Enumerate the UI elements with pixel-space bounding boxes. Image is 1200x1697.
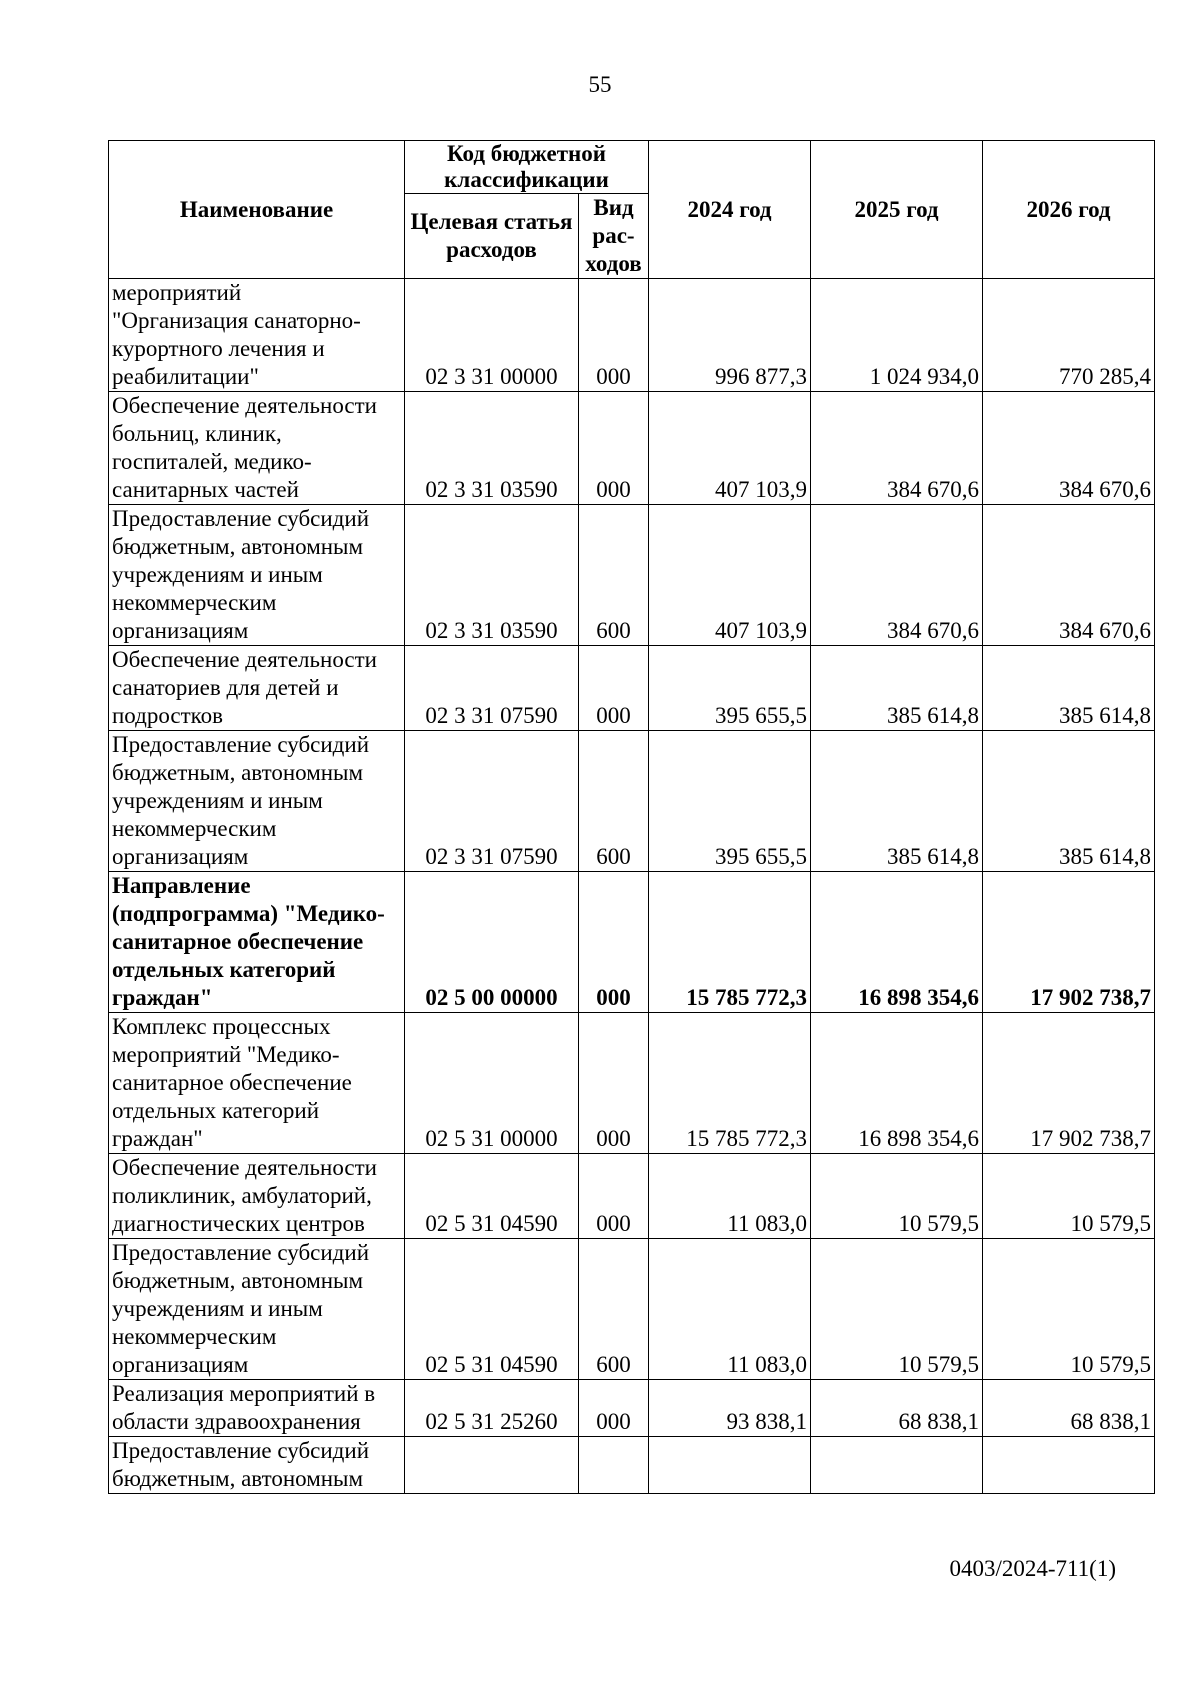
row-name: Предоставление субсидий бюджетным, автономным учреждениям и иным некоммерческим организациям — [109, 505, 405, 646]
row-value-2024: 15 785 772,3 — [649, 1013, 811, 1154]
row-expense-type: 600 — [579, 505, 649, 646]
row-value-2026: 385 614,8 — [983, 731, 1155, 872]
row-expense-type: 000 — [579, 279, 649, 392]
table-row — [109, 1013, 1155, 1154]
row-value-2024 — [649, 1437, 811, 1494]
row-target-article — [405, 1437, 579, 1494]
row-value-2024: 996 877,3 — [649, 279, 811, 392]
row-expense-type — [579, 1437, 649, 1494]
budget-table — [108, 140, 1155, 1494]
table-row — [109, 1154, 1155, 1239]
row-target-article: 02 3 31 07590 — [405, 731, 579, 872]
row-expense-type: 600 — [579, 731, 649, 872]
table-row — [109, 872, 1155, 1013]
row-name: Предоставление субсидий бюджетным, автономным — [109, 1437, 405, 1494]
row-value-2026 — [983, 1437, 1155, 1494]
row-target-article: 02 3 31 00000 — [405, 279, 579, 392]
document-number: 0403/2024-711(1) — [949, 1556, 1116, 1581]
row-target-article: 02 3 31 03590 — [405, 505, 579, 646]
table-row — [109, 279, 1155, 392]
row-target-article: 02 5 31 04590 — [405, 1154, 579, 1239]
row-value-2025: 385 614,8 — [811, 731, 983, 872]
row-value-2026: 385 614,8 — [983, 646, 1155, 731]
row-target-article: 02 5 00 00000 — [405, 872, 579, 1013]
row-name: мероприятий "Организация санаторно-курортного лечения и реабилитации" — [109, 279, 405, 392]
row-name: Обеспечение деятельности поликлиник, амбулаторий, диагностических центров — [109, 1154, 405, 1239]
table-row — [109, 1437, 1155, 1494]
header-row-1 — [109, 141, 1155, 194]
table-row — [109, 646, 1155, 731]
row-value-2025: 16 898 354,6 — [811, 872, 983, 1013]
row-value-2025: 16 898 354,6 — [811, 1013, 983, 1154]
row-expense-type: 000 — [579, 646, 649, 731]
row-value-2026: 770 285,4 — [983, 279, 1155, 392]
row-value-2026: 384 670,6 — [983, 505, 1155, 646]
table-row — [109, 1239, 1155, 1380]
row-value-2025: 10 579,5 — [811, 1239, 983, 1380]
row-expense-type: 000 — [579, 1380, 649, 1437]
row-target-article: 02 3 31 07590 — [405, 646, 579, 731]
row-value-2024: 11 083,0 — [649, 1154, 811, 1239]
table-row — [109, 1380, 1155, 1437]
page-number: 55 — [588, 72, 612, 97]
row-name: Реализация мероприятий в области здравоохранения — [109, 1380, 405, 1437]
row-target-article: 02 5 31 25260 — [405, 1380, 579, 1437]
row-value-2025: 384 670,6 — [811, 392, 983, 505]
row-value-2024: 11 083,0 — [649, 1239, 811, 1380]
header-year-2025: 2025 год — [811, 141, 983, 279]
header-target-article: Целевая статья расходов — [405, 194, 579, 279]
row-expense-type: 000 — [579, 1013, 649, 1154]
row-value-2024: 395 655,5 — [649, 731, 811, 872]
row-value-2024: 407 103,9 — [649, 392, 811, 505]
header-code-group: Код бюджетной классификации — [405, 141, 649, 194]
row-name: Предоставление субсидий бюджетным, автономным учреждениям и иным некоммерческим организациям — [109, 1239, 405, 1380]
row-value-2026: 384 670,6 — [983, 392, 1155, 505]
row-value-2025: 1 024 934,0 — [811, 279, 983, 392]
row-value-2026: 10 579,5 — [983, 1154, 1155, 1239]
row-expense-type: 000 — [579, 1154, 649, 1239]
row-name: Обеспечение деятельности санаториев для детей и подростков — [109, 646, 405, 731]
row-expense-type: 000 — [579, 392, 649, 505]
row-value-2024: 407 103,9 — [649, 505, 811, 646]
row-value-2025: 10 579,5 — [811, 1154, 983, 1239]
table-row — [109, 731, 1155, 872]
row-name: Обеспечение деятельности больниц, клиник, госпиталей, медико-санитарных частей — [109, 392, 405, 505]
row-value-2026: 17 902 738,7 — [983, 1013, 1155, 1154]
row-value-2025: 384 670,6 — [811, 505, 983, 646]
row-value-2026: 17 902 738,7 — [983, 872, 1155, 1013]
header-expense-type: Вид рас-ходов — [579, 194, 649, 279]
row-value-2026: 68 838,1 — [983, 1380, 1155, 1437]
row-expense-type: 000 — [579, 872, 649, 1013]
row-value-2024: 93 838,1 — [649, 1380, 811, 1437]
table-row — [109, 392, 1155, 505]
row-value-2024: 395 655,5 — [649, 646, 811, 731]
header-year-2024: 2024 год — [649, 141, 811, 279]
table-row — [109, 505, 1155, 646]
row-value-2025 — [811, 1437, 983, 1494]
row-expense-type: 600 — [579, 1239, 649, 1380]
row-name: Комплекс процессных мероприятий "Медико-санитарное обеспечение отдельных категорий граждан" — [109, 1013, 405, 1154]
row-value-2026: 10 579,5 — [983, 1239, 1155, 1380]
header-name: Наименование — [109, 141, 405, 279]
table-body — [109, 279, 1155, 1494]
row-value-2024: 15 785 772,3 — [649, 872, 811, 1013]
row-target-article: 02 5 31 04590 — [405, 1239, 579, 1380]
header-year-2026: 2026 год — [983, 141, 1155, 279]
row-value-2025: 385 614,8 — [811, 646, 983, 731]
row-target-article: 02 5 31 00000 — [405, 1013, 579, 1154]
row-target-article: 02 3 31 03590 — [405, 392, 579, 505]
row-name: Направление (подпрограмма) "Медико-санитарное обеспечение отдельных категорий граждан" — [109, 872, 405, 1013]
row-value-2025: 68 838,1 — [811, 1380, 983, 1437]
row-name: Предоставление субсидий бюджетным, автономным учреждениям и иным некоммерческим организациям — [109, 731, 405, 872]
